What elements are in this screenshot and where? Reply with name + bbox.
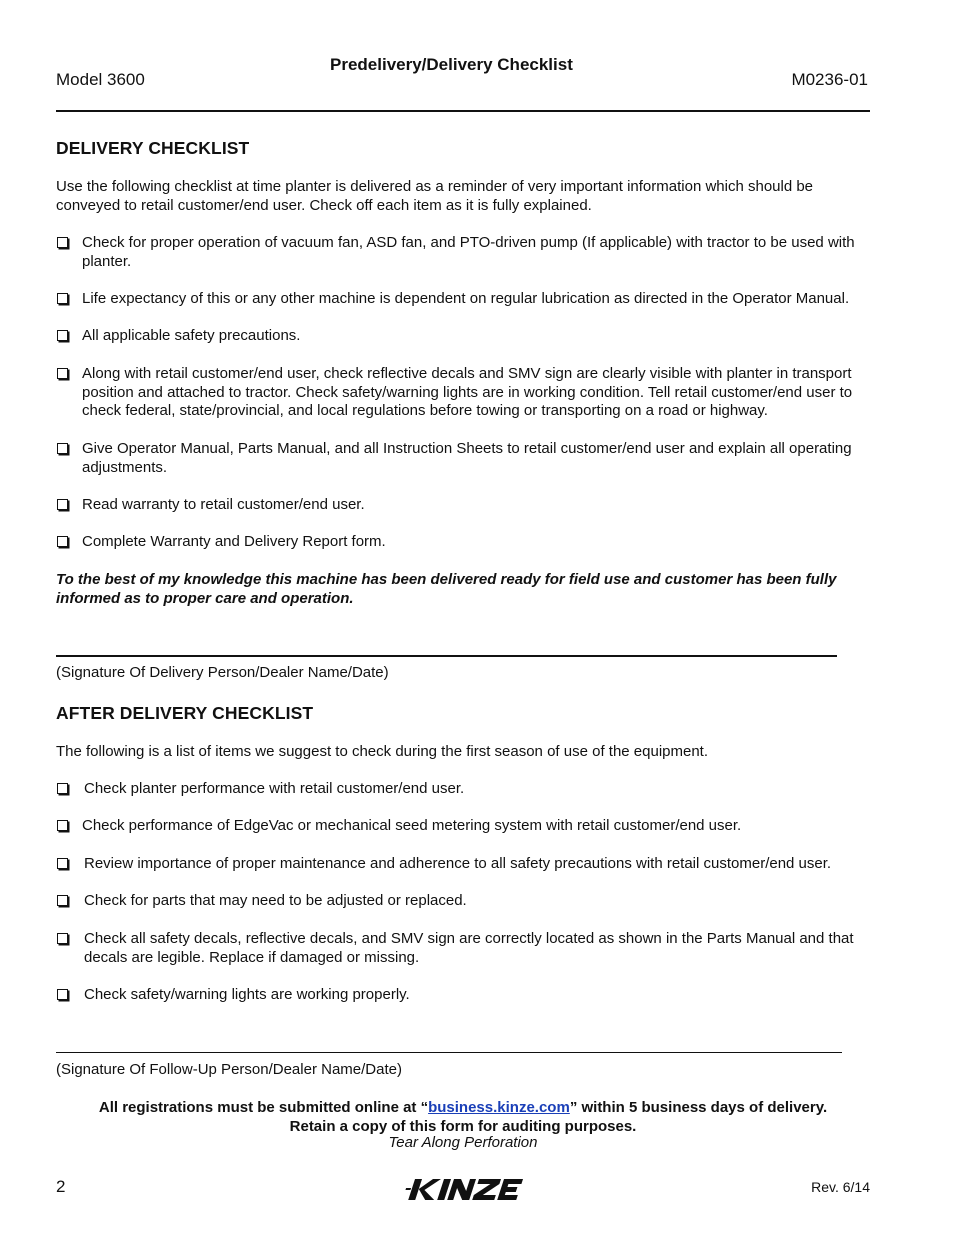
checkbox-icon[interactable]: [57, 443, 68, 454]
checkbox-icon[interactable]: [57, 368, 68, 379]
after-delivery-intro: The following is a list of items we suggest to check during the first season of use of the equipment.: [56, 743, 709, 760]
delivery-statement: To the best of my knowledge this machine has been delivered ready for field use and customer has been fully informed as to proper care and operation.: [56, 571, 837, 607]
follow-up-signature-caption: (Signature Of Follow-Up Person/Dealer Name/Date): [56, 1061, 402, 1078]
checklist-item[interactable]: Check performance of EdgeVac or mechanical seed metering system with retail customer/end user.: [56, 817, 872, 836]
checklist-item[interactable]: Check all safety decals, reflective decals, and SMV sign are correctly located as shown in the Parts Manual and that decals are legible. Replace if damaged or missing.: [56, 930, 872, 967]
checklist-item[interactable]: Along with retail customer/end user, check reflective decals and SMV sign are clearly visible with planter in transport position and attached to tractor. Check safety/warning lights are in working condition. Tell retail customer/end user to check federal, state/provincial, and local regulations before towing or transporting on a road or highway.: [56, 365, 872, 421]
checklist-item[interactable]: Check for parts that may need to be adjusted or replaced.: [56, 892, 872, 911]
checkbox-icon[interactable]: [57, 536, 68, 547]
revision-label: Rev. 6/14: [811, 1179, 870, 1195]
checklist-item[interactable]: Review importance of proper maintenance and adherence to all safety precautions with retail customer/end user.: [56, 855, 872, 874]
delivery-signature-caption: (Signature Of Delivery Person/Dealer Name/Date): [56, 664, 389, 681]
checkbox-icon[interactable]: [57, 783, 68, 794]
registration-link[interactable]: business.kinze.com: [428, 1099, 570, 1116]
checklist-item[interactable]: Check planter performance with retail customer/end user.: [56, 780, 872, 799]
checklist-item[interactable]: Read warranty to retail customer/end user.: [56, 496, 872, 515]
checklist-item[interactable]: Life expectancy of this or any other machine is dependent on regular lubrication as directed in the Operator Manual.: [56, 290, 872, 309]
checklist-item[interactable]: Check for proper operation of vacuum fan, ASD fan, and PTO-driven pump (If applicable) with tractor to be used with planter.: [56, 234, 872, 271]
delivery-intro: Use the following checklist at time planter is delivered as a reminder of very important information which should be conveyed to retail customer/end user. Check off each item as it is fully explained.: [56, 178, 814, 214]
checklist-item[interactable]: Check safety/warning lights are working properly.: [56, 986, 872, 1005]
page-title: Predelivery/Delivery Checklist: [330, 55, 573, 74]
kinze-logo: [404, 1176, 524, 1204]
checkbox-icon[interactable]: [57, 237, 68, 248]
checklist-item[interactable]: Complete Warranty and Delivery Report form.: [56, 533, 872, 552]
checkbox-icon[interactable]: [57, 330, 68, 341]
header-divider: [56, 110, 870, 112]
checkbox-icon[interactable]: [57, 499, 68, 510]
checkbox-icon[interactable]: [57, 858, 68, 869]
checklist-item[interactable]: All applicable safety precautions.: [56, 327, 872, 346]
page-number: 2: [56, 1177, 66, 1196]
checkbox-icon[interactable]: [57, 895, 68, 906]
retain-note: Retain a copy of this form for auditing purposes.: [289, 1118, 637, 1135]
tear-note: Tear Along Perforation: [388, 1134, 538, 1151]
checkbox-icon[interactable]: [57, 293, 68, 304]
checkbox-icon[interactable]: [57, 933, 68, 944]
model-label: Model 3600: [56, 70, 145, 89]
delivery-signature-line[interactable]: [56, 655, 837, 657]
checkbox-icon[interactable]: [57, 820, 68, 831]
after-delivery-heading: AFTER DELIVERY CHECKLIST: [56, 703, 314, 723]
follow-up-signature-line[interactable]: [56, 1052, 842, 1053]
checkbox-icon[interactable]: [57, 989, 68, 1000]
delivery-checklist-heading: DELIVERY CHECKLIST: [56, 138, 250, 158]
document-number: M0236-01: [791, 70, 868, 89]
registration-note: All registrations must be submitted online at “business.kinze.com” within 5 business days of delivery.: [98, 1099, 828, 1116]
checklist-item[interactable]: Give Operator Manual, Parts Manual, and all Instruction Sheets to retail customer/end user and explain all operating adjustments.: [56, 440, 872, 477]
